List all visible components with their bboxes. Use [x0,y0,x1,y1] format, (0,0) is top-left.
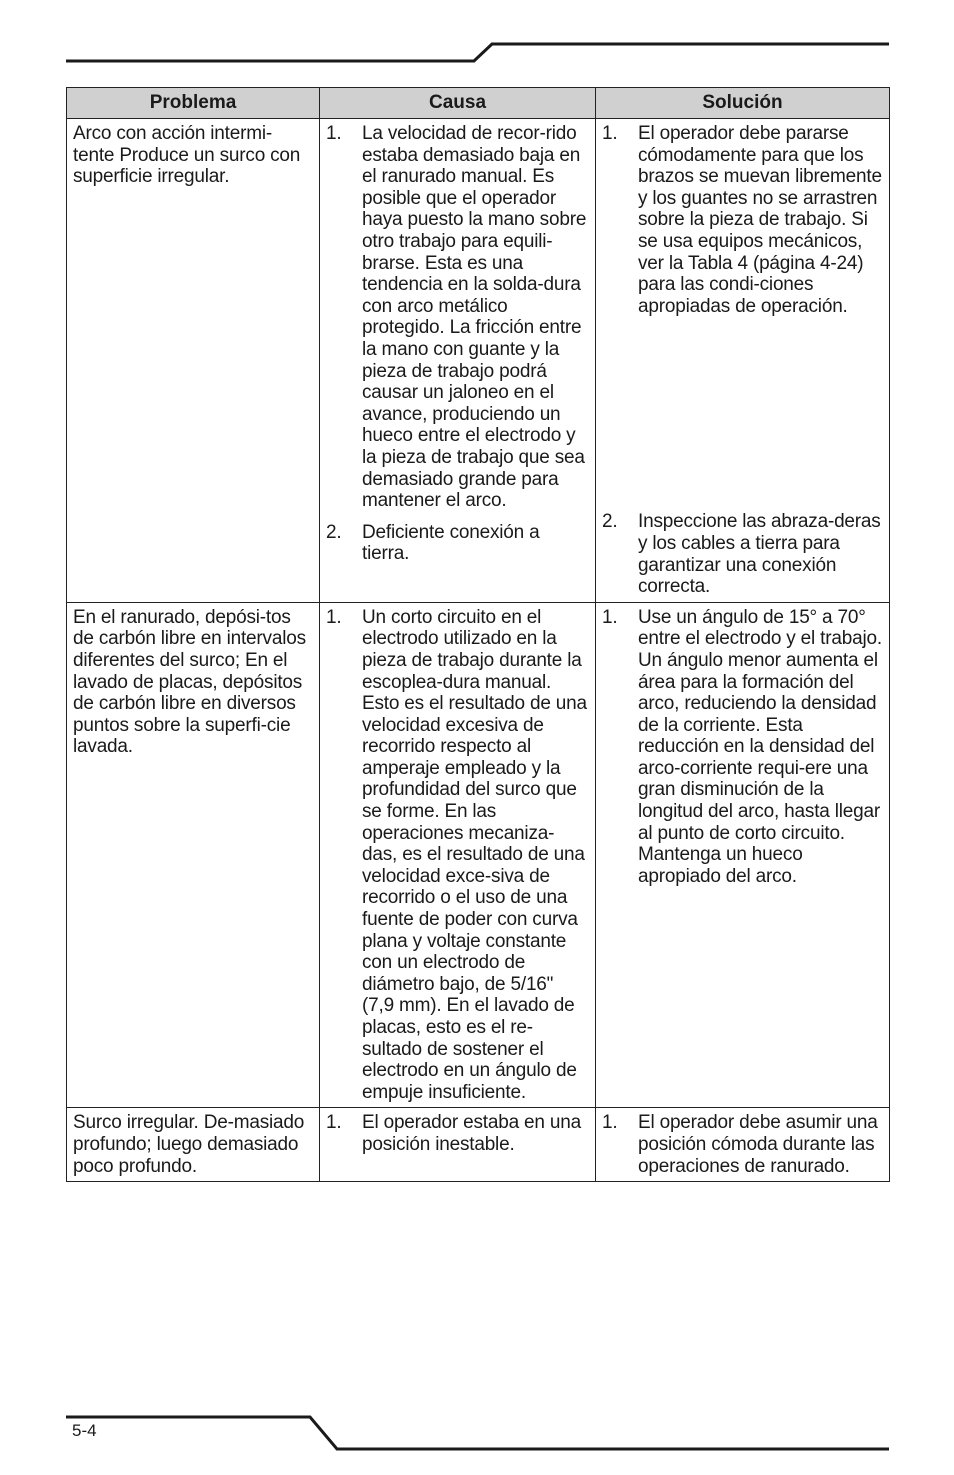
item-text: Inspeccione las abraza-deras y los cables a tierra para garantizar una conexión correcta. [638,511,881,598]
item-text: El operador estaba en una posición inestable. [362,1112,581,1155]
table-row [67,602,890,1108]
item-text: Un corto circuito en el electrodo utilizado en la pieza de trabajo durante la escoplea-dura manual. Esto es el resultado de una velocidad excesiva de recorrido respecto al amperaje empleado y la profundidad del surco que se forme. En las operaciones mecaniza-das, es el resultado de una velocidad exce-siva de recorrido o el uso de una fuente de poder con curva plana y voltaje constante con un electrodo de diámetro bajo, de 5/16" (7,9 mm). En el lavado de placas, esto es el re-sultado de sostener el electrodo en un ángulo de empuje insuficiente. [362,606,587,1103]
list-item [602,123,883,317]
list-item [326,607,589,1104]
list-item [602,511,883,597]
problem-cell: Surco irregular. De-masiado profundo; luego demasiado poco profundo. [67,1108,320,1182]
header-solution: Solución [596,88,890,119]
table-row [67,1108,890,1182]
item-text: La velocidad de recor-rido estaba demasiado baja en el ranurado manual. Es posible que el operador haya puesto la mano sobre otro trabajo para equili-brarse. Esta es una tendencia en la solda-dura con arco metálico protegido. La fricción entre la mano con guante y la pieza de trabajo podrá causar un jaloneo en el avance, produciendo un hueco entre el electrodo y la pieza de trabajo que sea demasiado grande para mantener el arco. [362,123,587,512]
item-number: 1. [602,123,618,144]
item-number: 1. [326,123,342,144]
list-item [326,123,589,512]
table-header-row [67,88,890,119]
item-number: 1. [602,606,618,628]
cause-cell [320,1108,596,1182]
item-text: El operador debe asumir una posición cómoda durante las operaciones de ranurado. [638,1112,878,1177]
item-text: Deficiente conexión a tierra. [362,521,540,565]
problem-cell: Arco con acción intermi-tente Produce un surco con superficie irregular. [67,119,320,603]
item-number: 1. [602,1112,618,1134]
solution-cell [596,1108,890,1182]
item-text: Use un ángulo de 15° a 70° entre el electrodo y el trabajo. Un ángulo menor aumenta el área para la formación del arco, reduciendo la densidad de la corriente. Esta reducción en la densidad del arco-corriente requi-ere una gran disminución de la longitud del arco, hasta llegar al punto de corto circuito. Mantenga un hueco apropiado del arco. [638,606,882,887]
problem-cell: En el ranurado, depósi-tos de carbón libre en intervalos diferentes del surco; En el lavado de placas, depósitos de carbón libre en diversos puntos sobre la superfi-cie lavada. [67,602,320,1108]
solution-cell [596,602,890,1108]
header-cause: Causa [320,88,596,119]
cause-cell [320,119,596,603]
page-number: 5-4 [72,1421,97,1440]
list-item [326,1112,589,1155]
item-text: El operador debe pararse cómodamente para que los brazos se muevan libremente y los guantes no se arrastren sobre la pieza de trabajo. Si se usa equipos mecánicos, ver la Tabla 4 (página 4-24) para las condi-ciones apropiadas de operación. [638,123,882,317]
header-rule [66,44,889,61]
header-problem: Problema [67,88,320,119]
footer-rule [66,1417,889,1449]
table-row [67,119,890,603]
list-item [326,522,589,565]
item-number: 2. [326,521,342,543]
solution-cell [596,119,890,603]
cause-cell [320,602,596,1108]
list-item [602,1112,883,1177]
list-item [602,607,883,888]
item-number: 2. [602,511,618,533]
item-number: 1. [326,1112,342,1134]
item-number: 1. [326,606,342,628]
troubleshooting-table [66,87,890,1182]
